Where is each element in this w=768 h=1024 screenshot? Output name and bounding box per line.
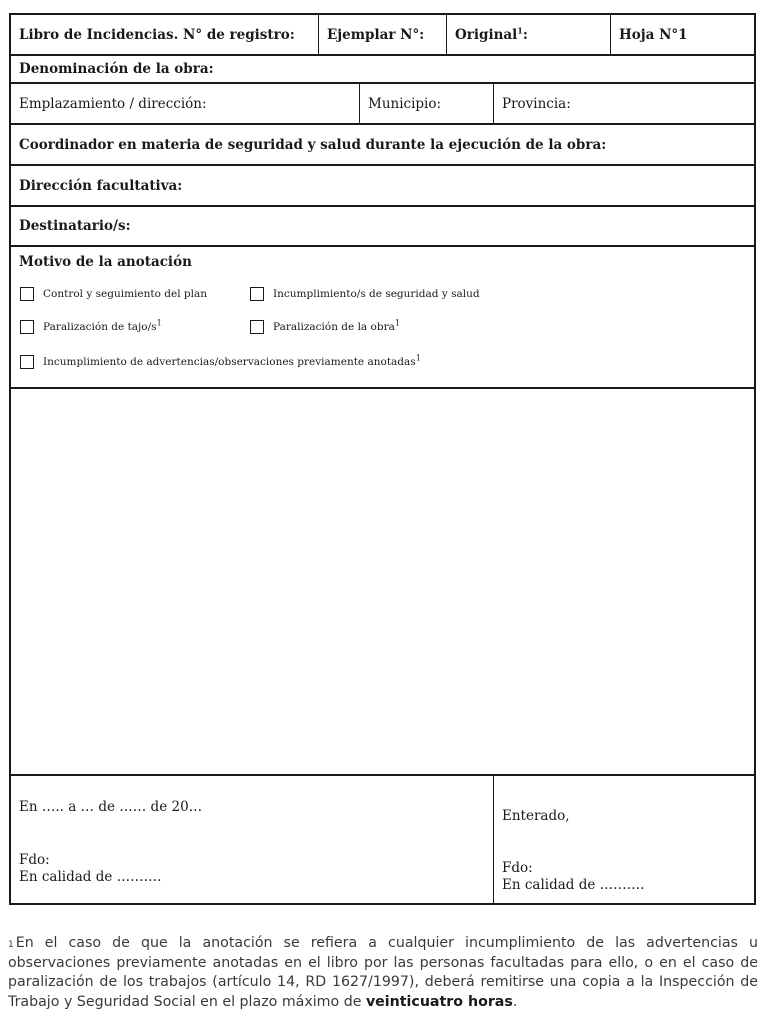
option-label: Paralización de tajo/$s^1$ [43, 318, 162, 333]
hoja-label: Hoja N°1 [619, 26, 688, 43]
footnote-ref: 1 [394, 318, 400, 328]
option-paralizacion-obra[interactable] [250, 320, 400, 334]
option-label: Control y seguimiento del plan [43, 288, 207, 300]
motivo-title: Motivo de la anotación [19, 254, 192, 270]
footnote-ref: 1 [415, 353, 421, 363]
footnote-end: . [512, 993, 518, 1010]
hoja-field[interactable] [610, 15, 754, 54]
municipio-label: Municipio: [368, 95, 442, 112]
original-field[interactable] [446, 15, 610, 54]
checkbox[interactable] [250, 320, 264, 334]
direccion-row[interactable] [11, 166, 754, 207]
checkbox[interactable] [20, 320, 34, 334]
footnote-ref: 1 [156, 318, 162, 328]
denominacion-label: Denominación de la obra: [19, 61, 214, 77]
annotation-area[interactable] [11, 389, 754, 776]
registro-field[interactable] [11, 15, 318, 54]
coordinador-label: Coordinador en materia de seguridad y salud durante la ejecución de la obra: [19, 136, 607, 153]
provincia-label: Provincia: [502, 95, 571, 112]
original-label: Original$^1$: [455, 25, 528, 43]
destinatario-label: Destinatario/s: [19, 218, 131, 234]
option-label: Incumplimiento/s de seguridad y salud [273, 288, 480, 300]
fdo-label: Fdo: [502, 860, 533, 876]
header-row [11, 15, 754, 56]
option-incumplimiento-advertencias[interactable] [20, 355, 421, 369]
municipio-field[interactable] [359, 84, 493, 123]
option-control-seguimiento[interactable] [20, 287, 207, 301]
enterado-label: Enterado, [502, 808, 570, 824]
calidad-label: En calidad de ………. [19, 869, 162, 885]
incident-form [9, 13, 756, 905]
emplazamiento-label: Emplazamiento / dirección: [19, 95, 207, 112]
coordinador-row[interactable] [11, 125, 754, 166]
ejemplar-field[interactable] [318, 15, 446, 54]
option-paralizacion-tajo[interactable] [20, 320, 162, 334]
motivo-section [11, 247, 754, 389]
checkbox[interactable] [20, 355, 34, 369]
destinatario-row[interactable] [11, 207, 754, 247]
calidad-label: En calidad de ………. [502, 877, 645, 893]
option-label: Paralización de la obra$^1$ [273, 318, 400, 333]
checkbox[interactable] [20, 287, 34, 301]
denominacion-cell [11, 56, 754, 82]
place-date: En ….. a … de …… de 20… [19, 799, 203, 815]
denominacion-row[interactable] [11, 56, 754, 84]
signature-row [11, 776, 754, 903]
footnote-mark: 1 [8, 940, 14, 950]
destinatario-cell [11, 207, 754, 245]
footnote [8, 934, 758, 1012]
signature-left[interactable] [11, 776, 493, 903]
registro-label: Libro de Incidencias. N° de registro: [19, 26, 295, 43]
location-row [11, 84, 754, 125]
emplazamiento-field[interactable] [11, 84, 359, 123]
ejemplar-label: Ejemplar N°: [327, 26, 425, 43]
provincia-field[interactable] [493, 84, 754, 123]
footnote-text: En el caso de que la anotación se refiera a cualquier incumplimiento de las advertencias u observaciones previamente anotadas en el libro por las personas facultadas para ello, o en el caso de paralización de los trabajos (artículo 14, RD 1627/1997), deberá remitirse una copia a la Inspección de Trabajo y Seguridad Social en el plazo máximo de [8, 935, 758, 1010]
fdo-label: Fdo: [19, 852, 50, 868]
direccion-label: Dirección facultativa: [19, 177, 183, 194]
coordinador-cell [11, 125, 754, 164]
signature-right[interactable] [493, 776, 754, 903]
footnote-emphasis: veinticuatro horas [365, 993, 513, 1010]
footnote-ref: 1 [517, 25, 523, 35]
option-label: Incumplimiento de advertencias/observaciones previamente anotadas$^1$ [43, 353, 421, 368]
checkbox[interactable] [250, 287, 264, 301]
direccion-cell [11, 166, 754, 205]
option-incumplimiento-seguridad[interactable] [250, 287, 480, 301]
